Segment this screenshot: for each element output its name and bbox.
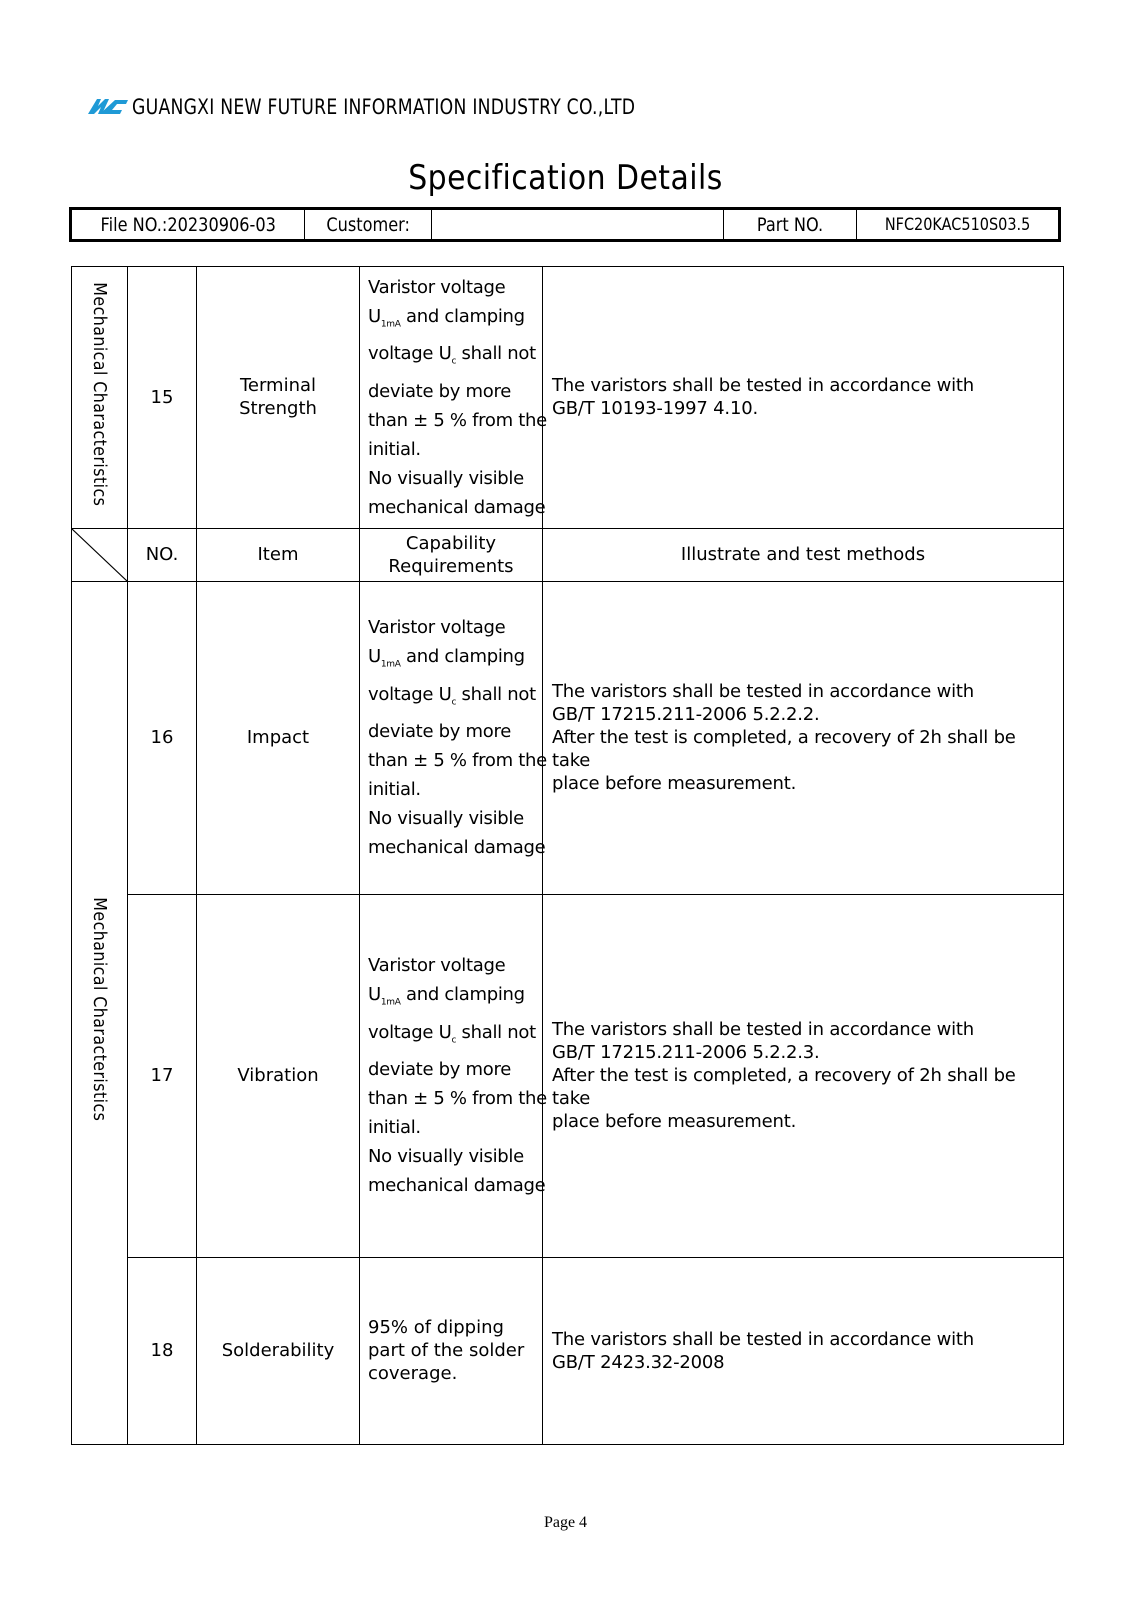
item-name: Solderability bbox=[197, 1257, 360, 1444]
page-number: Page 4 bbox=[543, 1514, 588, 1531]
company-name: GUANGXI NEW FUTURE INFORMATION INDUSTRY CO.,LTD bbox=[132, 95, 636, 119]
document-title: Specification Details bbox=[408, 158, 723, 198]
part-number-label: Part NO. bbox=[724, 210, 857, 239]
diagonal-line bbox=[72, 529, 127, 581]
item-name: Impact bbox=[197, 581, 360, 894]
customer-value bbox=[432, 210, 724, 239]
column-header-row bbox=[72, 528, 1064, 581]
spec-table bbox=[71, 266, 1064, 1445]
test-method: The varistors shall be tested in accordance with GB/T 17215.211-2006 5.2.2.3. After the test is completed, a recovery of 2h shall be take place before measurement. bbox=[543, 894, 1064, 1257]
file-info-bar bbox=[69, 207, 1061, 242]
table-row bbox=[72, 581, 1064, 894]
capability-requirement: 95% of dipping part of the solder coverage. bbox=[360, 1257, 543, 1444]
test-method: The varistors shall be tested in accordance with GB/T 2423.32-2008 bbox=[543, 1257, 1064, 1444]
row-number: 17 bbox=[128, 894, 197, 1257]
header-item: Item bbox=[197, 528, 360, 581]
test-method: The varistors shall be tested in accordance with GB/T 10193-1997 4.10. bbox=[543, 267, 1064, 529]
section-label: Mechanical Characteristics bbox=[72, 267, 128, 529]
diagonal-corner-cell bbox=[72, 528, 128, 581]
table-row bbox=[72, 267, 1064, 529]
capability-requirement: Varistor voltage $U_{1mA}$ and clamping voltage $U_c$ shall not deviate by more than ± 5 % from the initial. No visually visible mechanical damage bbox=[360, 581, 543, 894]
part-number-value: NFC20KAC510S03.5 bbox=[884, 214, 1031, 235]
table-row bbox=[72, 894, 1064, 1257]
item-name: Vibration bbox=[197, 894, 360, 1257]
capability-requirement: Varistor voltage $U_{1mA}$ and clamping voltage $U_c$ shall not deviate by more than ± 5 % from the initial. No visually visible mechanical damage bbox=[360, 894, 543, 1257]
customer-label: Customer: bbox=[305, 210, 432, 239]
nf-logo-icon bbox=[88, 96, 128, 118]
page-header bbox=[88, 92, 746, 122]
row-number: 15 bbox=[128, 267, 197, 529]
row-number: 16 bbox=[128, 581, 197, 894]
header-requirements: Capability Requirements bbox=[360, 528, 543, 581]
section-label: Mechanical Characteristics bbox=[72, 581, 128, 1444]
header-no: NO. bbox=[128, 528, 197, 581]
capability-requirement: Varistor voltage $U_{1mA}$ and clamping voltage $U_c$ shall not deviate by more than ± 5 % from the initial. No visually visible mechanical damage bbox=[360, 267, 543, 529]
row-number: 18 bbox=[128, 1257, 197, 1444]
file-number: File NO.:20230906-03 bbox=[72, 210, 305, 239]
item-name: Terminal Strength bbox=[197, 267, 360, 529]
test-method: The varistors shall be tested in accordance with GB/T 17215.211-2006 5.2.2.2. After the test is completed, a recovery of 2h shall be take place before measurement. bbox=[543, 581, 1064, 894]
header-methods: Illustrate and test methods bbox=[543, 528, 1064, 581]
table-row bbox=[72, 1257, 1064, 1444]
